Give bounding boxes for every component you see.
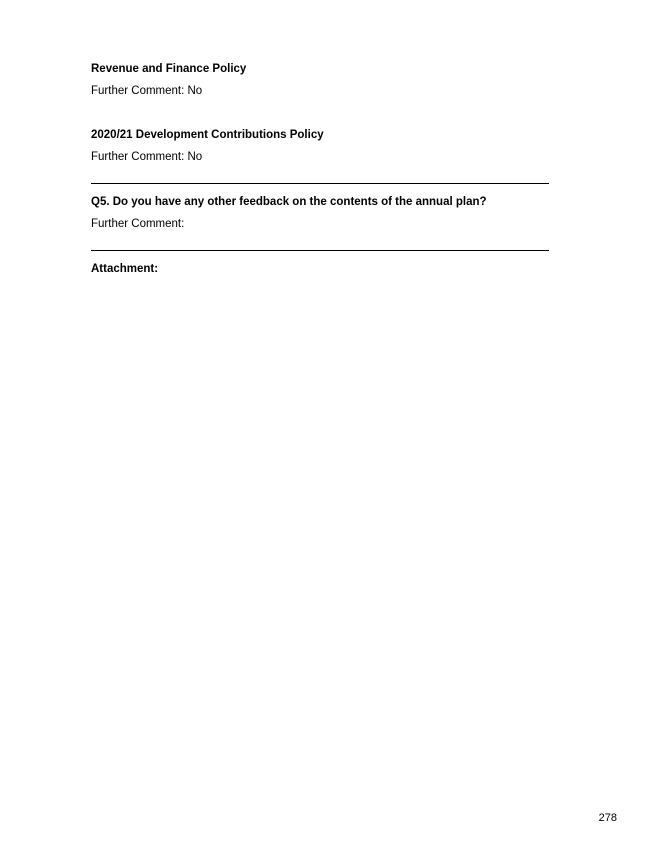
question-comment-q5: Further Comment:: [91, 218, 185, 230]
attachment-label: Attachment:: [91, 263, 159, 275]
page-number: 278: [598, 812, 617, 824]
section-heading-development-contributions-policy: 2020/21 Development Contributions Policy: [91, 129, 324, 141]
section-heading-revenue-finance-policy: Revenue and Finance Policy: [91, 63, 247, 75]
section-comment-development-contributions-policy: Further Comment: No: [91, 151, 203, 163]
divider-line: [91, 250, 549, 251]
section-comment-revenue-finance-policy: Further Comment: No: [91, 85, 203, 97]
divider-line: [91, 183, 549, 184]
question-heading-q5: Q5. Do you have any other feedback on the contents of the annual plan?: [91, 196, 487, 208]
